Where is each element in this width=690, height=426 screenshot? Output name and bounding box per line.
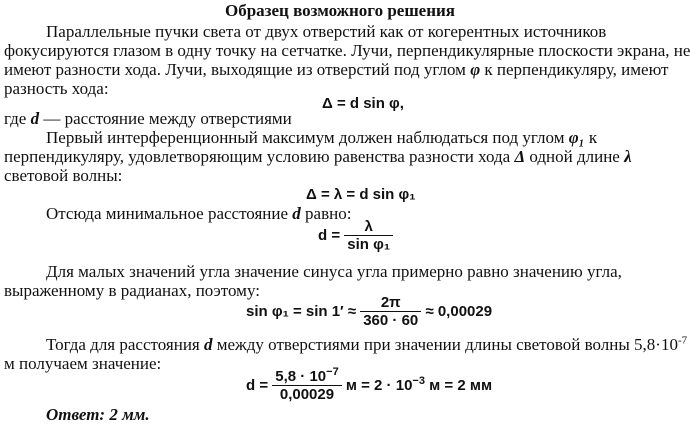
- text-span: равно:: [305, 204, 352, 223]
- text-span: Отсюда минимальное расстояние: [46, 204, 289, 223]
- paragraph-5-line-1: Для малых значений угла значение синуса угла примерно равно значению угла,: [46, 262, 622, 281]
- paragraph-6-line-2: м получаем значение:: [4, 354, 162, 373]
- paragraph-1-line-1: Параллельные пучки света от двух отверстий как от когерентных источников: [46, 22, 607, 41]
- numerator: λ: [344, 218, 393, 236]
- text-span: Первый интерференционный максимум должен наблюдаться под углом: [46, 128, 565, 147]
- page-title: Образец возможного решения: [224, 1, 456, 20]
- text-span: — расстояние между отверстиями: [43, 109, 292, 128]
- fraction: [360, 294, 421, 330]
- symbol-d: d: [203, 335, 213, 354]
- equation-1: Δ = d sin φ,: [322, 95, 404, 112]
- text-span: к перпендикуляру, имеют: [484, 60, 669, 79]
- text-span: Тогда для расстояния: [46, 335, 200, 354]
- symbol-d: d: [292, 204, 301, 223]
- text-span: где: [4, 109, 27, 128]
- text-span: к: [588, 128, 598, 147]
- text-span: перпендикуляру, удовлетворяющим условию равенства разности хода: [4, 147, 511, 166]
- paragraph-5-line-2: выраженному в радианах, поэтому:: [4, 281, 260, 300]
- eq-rhs: м = 2 мм: [429, 376, 493, 394]
- paragraph-3-line-2: [4, 147, 632, 166]
- paragraph-3-line-1: [46, 128, 597, 147]
- paragraph-3-line-3: световой волны:: [4, 166, 123, 185]
- paragraph-1-line-4: разность хода:: [4, 79, 109, 98]
- denominator: 0,00029: [279, 386, 335, 403]
- equation-2: Δ = λ = d sin φ₁: [306, 186, 416, 203]
- eq-middle: м = 2 · 10: [345, 376, 413, 394]
- text-span: имеют разности хода. Лучи, выходящие из отверстий под углом: [4, 60, 466, 79]
- symbol-phi1: φ₁: [568, 128, 585, 147]
- paragraph-4: [46, 204, 351, 223]
- fraction: [344, 218, 393, 254]
- paragraph-2: [4, 109, 292, 128]
- text-span: одной длине: [529, 147, 620, 166]
- symbol-lambda: λ: [624, 147, 632, 166]
- denominator: sin φ₁: [347, 236, 391, 253]
- numerator: [272, 368, 341, 386]
- equation-5: [246, 368, 492, 404]
- answer: Ответ: 2 мм.: [46, 405, 150, 424]
- paragraph-1-line-3: [4, 60, 669, 79]
- equation-3: [318, 218, 393, 254]
- eq-lhs: sin φ₁ = sin 1′ ≈: [246, 302, 357, 320]
- eq-middle-exponent: −3: [412, 374, 425, 387]
- equation-4: [246, 294, 492, 330]
- denominator: 360 · 60: [363, 312, 419, 329]
- eq-lhs: d =: [318, 226, 341, 244]
- numerator: 2π: [360, 294, 421, 312]
- text-span: между отверстиями при значении длины световой волны 5,8·10: [216, 335, 678, 354]
- paragraph-6-line-1: [46, 335, 687, 354]
- numerator-exponent: −7: [326, 366, 339, 378]
- fraction: [272, 368, 341, 404]
- symbol-phi: φ: [470, 60, 481, 79]
- eq-rhs: ≈ 0,00029: [425, 302, 493, 320]
- symbol-d: d: [30, 109, 40, 128]
- numerator-base: 5,8 · 10: [275, 368, 327, 385]
- exponent: -7: [677, 334, 688, 347]
- symbol-delta: Δ: [514, 147, 526, 166]
- eq-lhs: d =: [246, 376, 269, 394]
- paragraph-1-line-2: фокусируются глазом в одну точку на сетчатке. Лучи, перпендикулярные плоскости экрана, не: [4, 41, 690, 60]
